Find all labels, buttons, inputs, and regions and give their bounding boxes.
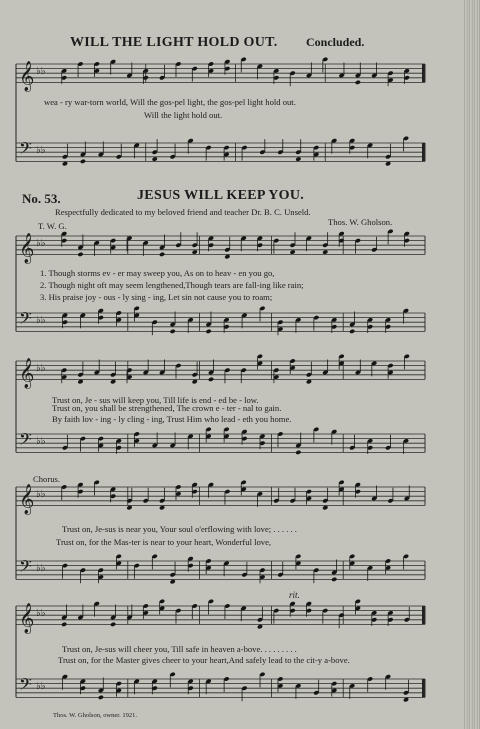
treble-staff <box>16 60 425 92</box>
key-signature-flats-icon: ♭♭ <box>36 681 46 693</box>
note-head <box>306 379 312 384</box>
note-head <box>224 254 230 259</box>
verse-3-line-1: 3. His praise joy - ous - ly sing - ing, Let sin not cause you to roam; <box>40 292 273 302</box>
note-head <box>77 252 83 257</box>
verse-2-line-2: Trust on, you shall be strengthened, The crown e - ter - nal to gain. <box>52 403 282 413</box>
treble-clef-icon: 𝄞 <box>19 484 35 515</box>
key-signature-flats-icon: ♭♭ <box>36 436 46 448</box>
note-head <box>110 379 116 384</box>
bass-clef-icon: 𝄢 <box>19 307 32 332</box>
note-head <box>159 252 165 257</box>
note-head <box>290 249 296 254</box>
song-title: JESUS WILL KEEP YOU. <box>137 188 305 203</box>
final-bar-line <box>422 606 425 624</box>
bass-staff <box>16 556 425 580</box>
prev-song-title: WILL THE LIGHT HOLD OUT. <box>70 35 278 50</box>
note-head <box>385 161 391 166</box>
note-head <box>208 377 214 382</box>
treble-staff <box>16 602 425 634</box>
verse-1-line-1: 1. Though storms ev - er may sweep you, As on to heav - en you go, <box>40 268 275 278</box>
note-head <box>159 505 165 510</box>
note-head <box>152 156 158 161</box>
verse-2-line-1: 2. Though night oft may seem lengthened,Though tears are fall-ing like rain; <box>40 280 304 290</box>
note-head <box>322 249 328 254</box>
treble-clef-icon: 𝄞 <box>19 358 35 389</box>
key-signature-flats-icon: ♭♭ <box>36 608 46 620</box>
bass-clef-icon: 𝄢 <box>19 137 32 162</box>
song-lyricist: T. W. G. <box>38 221 67 231</box>
key-signature-flats-icon: ♭♭ <box>36 238 46 250</box>
note-head <box>295 156 301 161</box>
key-signature-flats-icon: ♭♭ <box>36 563 46 575</box>
key-signature-flats-icon: ♭♭ <box>36 363 46 375</box>
treble-staff <box>16 357 425 389</box>
bass-staff <box>16 429 425 453</box>
note-head <box>205 329 211 334</box>
key-signature-flats-icon: ♭♭ <box>36 315 46 327</box>
note-head <box>80 159 86 164</box>
final-bar-line <box>422 143 425 161</box>
note-head <box>170 329 176 334</box>
chorus-line-2-upper: Trust on, Je-sus will cheer you, Till safe in heaven a-bove. . . . . . . . . <box>62 644 297 654</box>
prev-song-status: Concluded. <box>306 35 365 49</box>
note-head <box>403 697 409 702</box>
note-head <box>170 579 176 584</box>
chorus-label: Chorus. <box>33 474 60 484</box>
key-signature-flats-icon: ♭♭ <box>36 66 46 78</box>
bass-staff <box>16 138 425 162</box>
treble-clef-icon: 𝄞 <box>19 603 35 634</box>
note-head <box>77 379 83 384</box>
bass-clef-icon: 𝄢 <box>19 673 32 698</box>
note-head <box>257 624 263 629</box>
bass-clef-icon: 𝄢 <box>19 555 32 580</box>
prev-song-lyrics-lower: Will the light hold out. <box>144 110 223 120</box>
note-head <box>192 249 198 254</box>
verse-3-line-2: By faith lov - ing - ly cling - ing, Trust Him who lead - eth you home. <box>52 414 292 424</box>
note-head <box>126 505 132 510</box>
rit-mark: rit. <box>289 590 300 600</box>
chorus-line-1-lower: Trust on, for the Mas-ter is near to your heart, Wonderful love, <box>56 537 272 547</box>
treble-staff <box>16 483 425 515</box>
final-bar-line <box>422 679 425 697</box>
bass-staff <box>16 674 425 698</box>
treble-staff <box>16 232 425 264</box>
copyright-footer: Thos. W. Gholson, owner. 1921. <box>53 712 137 719</box>
verse-1-line-2: Trust on, Je - sus will keep you, Till life is end - ed be - low. <box>52 395 259 405</box>
chorus-line-1-upper: Trust on, Je-sus is near you, Your soul o'erflowing with love; . . . . . . <box>62 524 297 534</box>
song-composer: Thos. W. Gholson. <box>328 217 393 227</box>
bass-clef-icon: 𝄢 <box>19 428 32 453</box>
note-head <box>61 622 67 627</box>
note-head <box>110 622 116 627</box>
key-signature-flats-icon: ♭♭ <box>36 489 46 501</box>
song-number: No. 53. <box>22 191 61 206</box>
treble-clef-icon: 𝄞 <box>19 233 35 264</box>
prev-song-lyrics-upper: wea - ry war-torn world, Will the gos-pel light, the gos-pel light hold out. <box>44 97 296 107</box>
chorus-line-2-lower: Trust on, for the Master gives cheer to your heart,And safely lead to the cit-y a-bove. <box>58 655 350 665</box>
note-head <box>349 329 355 334</box>
note-head <box>295 450 301 455</box>
key-signature-flats-icon: ♭♭ <box>36 145 46 157</box>
song-dedication: Respectfully dedicated to my beloved friend and teacher Dr. B. C. Unseld. <box>55 207 311 217</box>
final-bar-line <box>422 64 425 82</box>
note-head <box>331 577 337 582</box>
treble-clef-icon: 𝄞 <box>19 61 35 92</box>
bass-staff <box>16 308 425 332</box>
note-head <box>98 695 104 700</box>
note-head <box>192 379 198 384</box>
note-head <box>322 505 328 510</box>
note-head <box>62 161 68 166</box>
note-head <box>355 80 361 85</box>
